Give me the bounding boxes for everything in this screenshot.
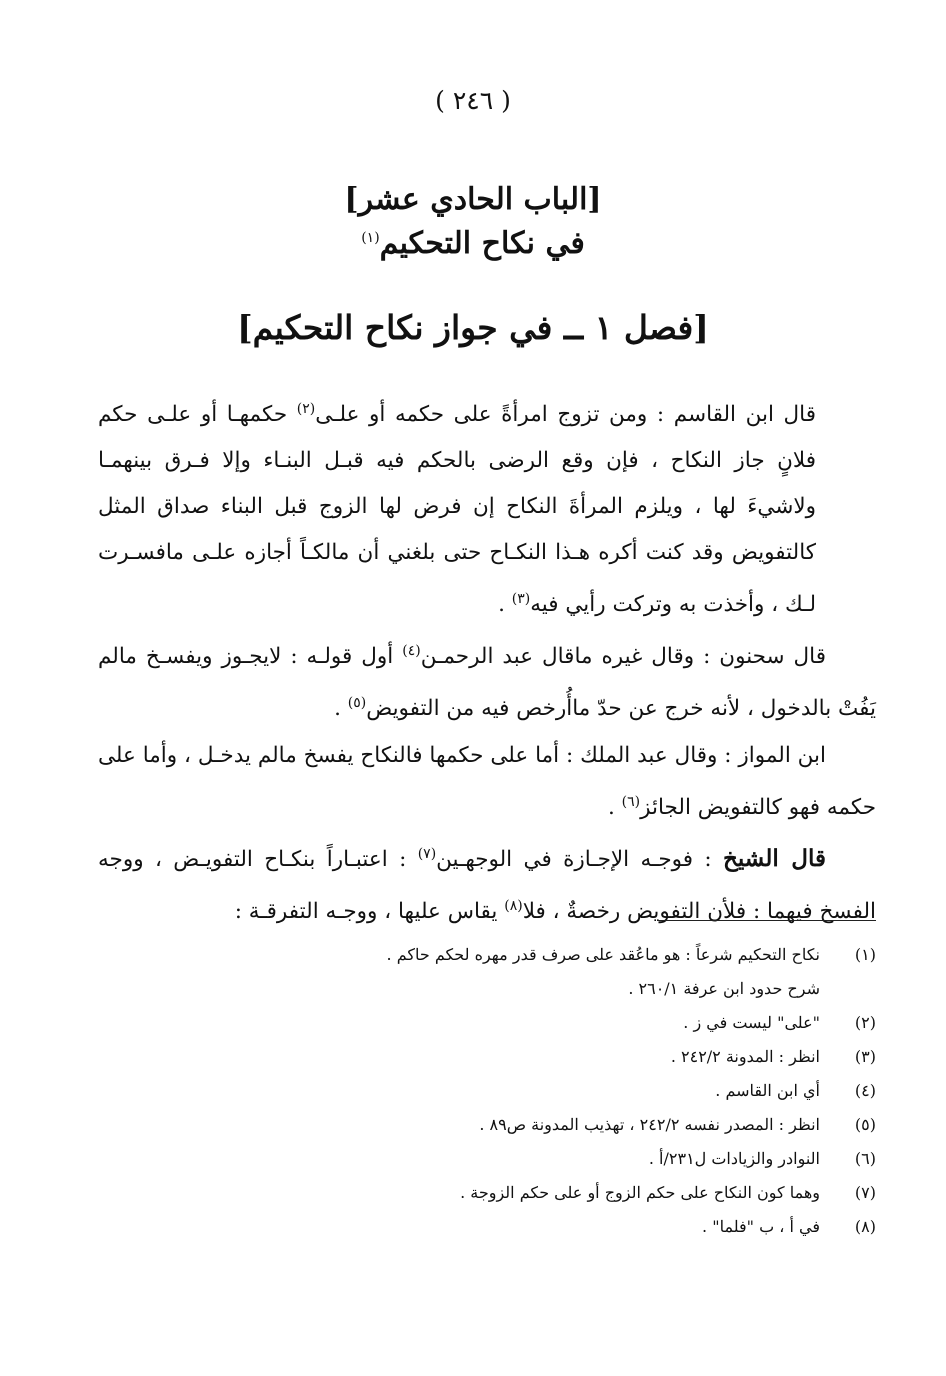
page-number: ( ٢٤٦ ) xyxy=(435,86,511,115)
paragraph-text: قال ابن القاسم : ومن تزوج امرأةً على حكمه أو علـى xyxy=(315,402,817,428)
footnote-text: أي ابن القاسم . xyxy=(715,1081,820,1100)
footnote-ref: (٣) xyxy=(511,591,531,608)
footnote xyxy=(180,1142,876,1176)
footnote-line: شرح حدود ابن عرفة ٢٦٠/١ . xyxy=(628,979,820,998)
footnote-number: (٢) xyxy=(854,1013,876,1032)
footnote-ref: (٨) xyxy=(504,897,523,914)
paragraph-text: : اعتبـاراً بنكـاح التفويـض ، ووجه الفسخ فيهما : فلأن التفويض رخصةٌ ، فلا xyxy=(98,846,876,925)
footnote-ref: (١) xyxy=(361,230,380,246)
footnote xyxy=(180,938,876,1006)
footnote-number: (٣) xyxy=(854,1047,876,1066)
paragraph-lead: قال الشيخ xyxy=(723,844,826,872)
body-text xyxy=(98,386,876,935)
footnote-ref: (٦) xyxy=(621,793,641,810)
footnote-ref: (٥) xyxy=(347,695,367,712)
footnote-number: (٥) xyxy=(854,1115,876,1134)
footnote-number: (٤) xyxy=(854,1081,876,1100)
chapter-subtitle-text: في نكاح التحكيم xyxy=(379,226,585,261)
footnote-text: انظر : المصدر نفسه ٢٤٢/٢ ، تهذيب المدونة ص٨٩ . xyxy=(479,1115,820,1134)
paragraph-text: : فوجـه الإجـازة في الوجهـين xyxy=(436,846,724,872)
footnote xyxy=(180,1040,876,1074)
paragraph-text: قال سحنون : وقال غيره ماقال عبد الرحمـن xyxy=(420,644,826,670)
footnote-text: وهما كون النكاح على حكم الزوج أو على حكم الزوجة . xyxy=(460,1183,820,1202)
paragraph xyxy=(98,733,876,831)
paragraph-end: . xyxy=(498,592,512,618)
paragraph-text: يقاس عليها ، ووجـه التفرقـة : xyxy=(234,899,505,925)
footnote-ref: (٤) xyxy=(402,643,421,660)
footnote xyxy=(180,1108,876,1142)
footnote xyxy=(180,1176,876,1210)
chapter-title: [الباب الحادي عشر] xyxy=(344,182,602,217)
footnote-line: نكاح التحكيم شرعاً : هو ماعُقد على صرف قدر مهره لحكم حاكم . xyxy=(386,945,820,964)
chapter-subtitle xyxy=(0,226,946,261)
footnote-text: "على" ليست في ز . xyxy=(683,1013,820,1032)
footnote-text: انظر : المدونة ٢٤٢/٢ . xyxy=(670,1047,820,1066)
footnote-text: في أ ، ب "فلما" . xyxy=(702,1217,820,1236)
footnote-text xyxy=(180,938,820,1006)
footnote xyxy=(180,1074,876,1108)
paragraph-end: . xyxy=(608,794,622,820)
footnote xyxy=(180,1006,876,1040)
footnote-number: (١) xyxy=(854,945,876,964)
paragraph-text: حكمهـا أو علـى حكم فلانٍ جاز النكاح ، فإن وقع الرضى بالحكم فيه قبـل البنـاء وإلا فـرق بينهمـا ولاشيءَ لها ، ويلزم المرأةَ النكاح إن فرض لها الزوج قبل البناء صداق المثل كالتفويض وقد كنت أكره هـذا النكـاح حتى بلغني أن مالكـاً أجازه علـى مافسـرت لـك ، وأخذت به وتركت رأيي فيه xyxy=(98,402,816,618)
paragraph-text: أول قولـه : لايجـوز ويفسـخ مالم يَفُتْ بالدخول ، لأنه خرج عن حدّ ماأُرخص فيه من التفويض xyxy=(98,644,876,722)
footnote-number: (٨) xyxy=(854,1217,876,1236)
footnote-number: (٧) xyxy=(854,1183,876,1202)
footnote-divider xyxy=(658,920,876,921)
footnotes xyxy=(180,938,876,1244)
paragraph-end: . xyxy=(334,696,348,722)
section-title: [فصل ١ ــ في جواز نكاح التحكيم] xyxy=(237,308,709,347)
footnote-number: (٦) xyxy=(854,1149,876,1168)
footnote-ref: (٧) xyxy=(417,845,437,862)
footnote xyxy=(180,1210,876,1244)
paragraph xyxy=(98,386,876,628)
footnote-ref: (٢) xyxy=(296,401,316,417)
paragraph xyxy=(98,628,876,732)
footnote-text: النوادر والزيادات ل٢٣١/أ . xyxy=(648,1149,820,1168)
paragraph-text: ابن المواز : وقال عبد الملك : أما على حكمها فالنكاح يفسخ مالم يدخـل ، وأما على حكمه فهو كالتفويض الجائز xyxy=(98,742,876,820)
